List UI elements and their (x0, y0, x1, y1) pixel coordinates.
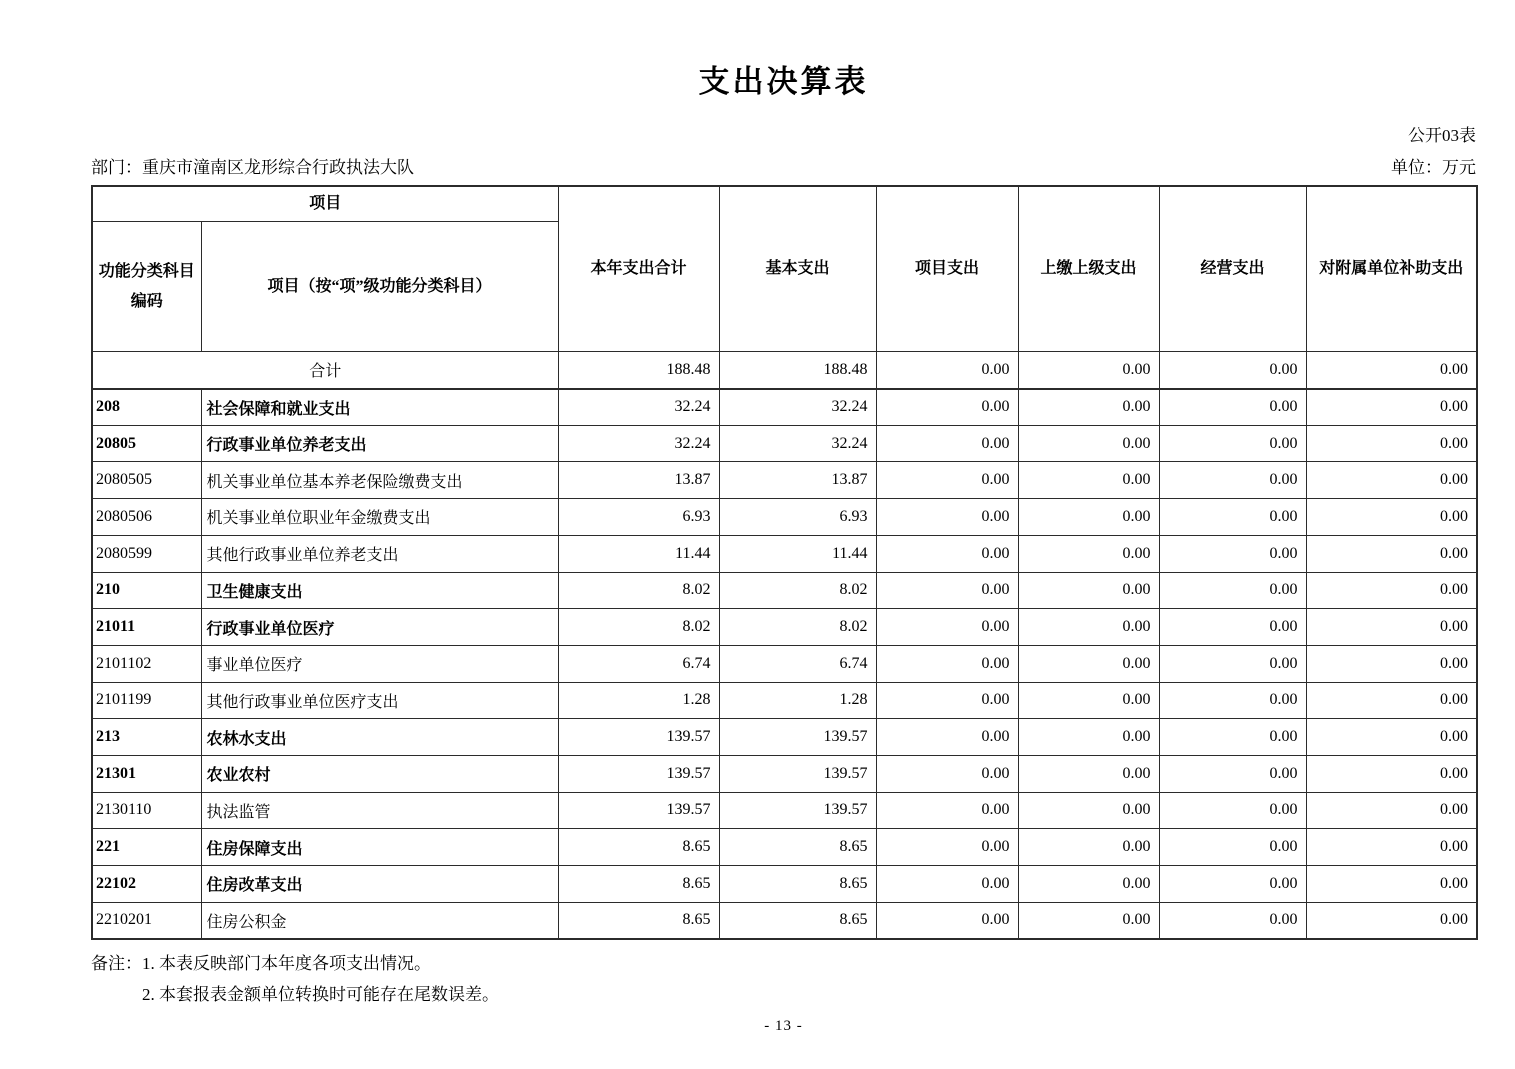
row-value: 0.00 (1018, 462, 1159, 499)
row-value: 8.65 (719, 902, 876, 939)
row-value: 32.24 (719, 389, 876, 426)
row-item: 机关事业单位基本养老保险缴费支出 (201, 462, 558, 499)
row-value: 0.00 (1159, 755, 1306, 792)
row-value: 0.00 (1018, 792, 1159, 829)
header-col-year-total: 本年支出合计 (558, 186, 719, 352)
row-value: 0.00 (1306, 572, 1477, 609)
row-code: 2130110 (92, 792, 201, 829)
row-value: 0.00 (1018, 572, 1159, 609)
row-value: 13.87 (558, 462, 719, 499)
row-value: 0.00 (1018, 499, 1159, 536)
row-value: 8.02 (719, 572, 876, 609)
row-value: 139.57 (719, 755, 876, 792)
row-item: 事业单位医疗 (201, 645, 558, 682)
row-value: 6.93 (719, 499, 876, 536)
table-row (92, 425, 1477, 462)
row-value: 8.65 (719, 829, 876, 866)
table-row (92, 829, 1477, 866)
row-item: 执法监管 (201, 792, 558, 829)
notes-section (91, 948, 1476, 1011)
row-item: 社会保障和就业支出 (201, 389, 558, 426)
total-value: 188.48 (558, 352, 719, 389)
row-value: 0.00 (1306, 755, 1477, 792)
row-value: 0.00 (1018, 535, 1159, 572)
row-value: 0.00 (1159, 792, 1306, 829)
table-row (92, 866, 1477, 903)
row-value: 0.00 (1018, 682, 1159, 719)
row-value: 139.57 (558, 792, 719, 829)
row-value: 139.57 (558, 719, 719, 756)
row-code: 2080505 (92, 462, 201, 499)
row-value: 0.00 (1306, 462, 1477, 499)
row-value: 139.57 (719, 792, 876, 829)
unit-label: 单位：万元 (1391, 158, 1476, 177)
table-row (92, 902, 1477, 939)
row-value: 11.44 (719, 535, 876, 572)
notes-label: 备注： (91, 953, 142, 973)
row-value: 0.00 (1306, 719, 1477, 756)
row-value: 8.02 (558, 609, 719, 646)
header-col-subsidy: 对附属单位补助支出 (1306, 186, 1477, 352)
row-value: 139.57 (558, 755, 719, 792)
row-value: 0.00 (1159, 682, 1306, 719)
row-item: 农业农村 (201, 755, 558, 792)
row-item: 住房改革支出 (201, 866, 558, 903)
row-value: 0.00 (876, 499, 1018, 536)
row-item: 行政事业单位医疗 (201, 609, 558, 646)
department-label: 部门：重庆市潼南区龙形综合行政执法大队 (91, 158, 414, 177)
row-value: 6.93 (558, 499, 719, 536)
row-value: 8.02 (558, 572, 719, 609)
row-value: 0.00 (1018, 902, 1159, 939)
row-value: 1.28 (558, 682, 719, 719)
row-value: 0.00 (1159, 645, 1306, 682)
row-code: 2101102 (92, 645, 201, 682)
row-value: 0.00 (1306, 425, 1477, 462)
table-row (92, 462, 1477, 499)
row-code: 2080506 (92, 499, 201, 536)
row-value: 139.57 (719, 719, 876, 756)
row-code: 221 (92, 829, 201, 866)
row-value: 0.00 (1306, 535, 1477, 572)
row-value: 0.00 (1159, 389, 1306, 426)
row-code: 2210201 (92, 902, 201, 939)
row-value: 0.00 (1159, 829, 1306, 866)
row-code: 2101199 (92, 682, 201, 719)
row-value: 6.74 (719, 645, 876, 682)
row-code: 2080599 (92, 535, 201, 572)
row-value: 0.00 (1306, 792, 1477, 829)
header-col-project-exp: 项目支出 (876, 186, 1018, 352)
header-group-project: 项目 (92, 186, 558, 222)
row-item: 其他行政事业单位养老支出 (201, 535, 558, 572)
row-value: 0.00 (876, 389, 1018, 426)
row-value: 13.87 (719, 462, 876, 499)
row-value: 0.00 (1306, 389, 1477, 426)
row-item: 住房公积金 (201, 902, 558, 939)
table-row (92, 389, 1477, 426)
table-row (92, 572, 1477, 609)
row-value: 11.44 (558, 535, 719, 572)
table-header (92, 186, 1477, 352)
row-value: 8.65 (558, 829, 719, 866)
form-number-label: 公开03表 (1408, 126, 1476, 145)
row-item: 行政事业单位养老支出 (201, 425, 558, 462)
row-value: 0.00 (1159, 866, 1306, 903)
row-code: 22102 (92, 866, 201, 903)
header-col-item: 项目（按“项”级功能分类科目） (201, 222, 558, 352)
row-value: 0.00 (1306, 866, 1477, 903)
row-value: 0.00 (1306, 682, 1477, 719)
row-code: 213 (92, 719, 201, 756)
table-row (92, 682, 1477, 719)
row-code: 21011 (92, 609, 201, 646)
table-row (92, 499, 1477, 536)
row-code: 20805 (92, 425, 201, 462)
table-row (92, 535, 1477, 572)
row-value: 8.65 (558, 902, 719, 939)
row-value: 0.00 (876, 535, 1018, 572)
row-value: 0.00 (1018, 645, 1159, 682)
row-code: 208 (92, 389, 201, 426)
total-value: 188.48 (719, 352, 876, 389)
table-body (92, 352, 1477, 939)
row-item: 机关事业单位职业年金缴费支出 (201, 499, 558, 536)
row-value: 0.00 (1018, 829, 1159, 866)
page-title: 支出决算表 (698, 64, 869, 99)
table-row (92, 645, 1477, 682)
row-value: 6.74 (558, 645, 719, 682)
document-page (91, 0, 1476, 1011)
row-value: 8.65 (719, 866, 876, 903)
notes-lines (142, 948, 499, 1011)
row-value: 0.00 (876, 682, 1018, 719)
row-value: 0.00 (876, 755, 1018, 792)
row-value: 8.65 (558, 866, 719, 903)
row-value: 0.00 (876, 462, 1018, 499)
expenditure-table (91, 185, 1478, 940)
table-row (92, 609, 1477, 646)
row-value: 0.00 (1306, 829, 1477, 866)
header-col-operating: 经营支出 (1159, 186, 1306, 352)
row-value: 0.00 (1018, 719, 1159, 756)
row-value: 32.24 (558, 425, 719, 462)
header-row-group (92, 186, 1477, 222)
row-value: 0.00 (876, 645, 1018, 682)
total-value: 0.00 (1159, 352, 1306, 389)
total-value: 0.00 (1306, 352, 1477, 389)
row-value: 0.00 (876, 719, 1018, 756)
row-value: 0.00 (1159, 535, 1306, 572)
row-item: 住房保障支出 (201, 829, 558, 866)
meta-line (91, 153, 1476, 178)
total-value: 0.00 (1018, 352, 1159, 389)
row-value: 0.00 (1159, 902, 1306, 939)
row-value: 0.00 (1018, 866, 1159, 903)
row-value: 0.00 (1159, 572, 1306, 609)
row-value: 8.02 (719, 609, 876, 646)
row-code: 210 (92, 572, 201, 609)
row-value: 0.00 (876, 609, 1018, 646)
note-line: 1. 本表反映部门本年度各项支出情况。 (142, 953, 431, 973)
header-col-code: 功能分类科目编码 (92, 222, 201, 352)
row-value: 0.00 (1306, 645, 1477, 682)
row-value: 0.00 (1306, 902, 1477, 939)
total-label: 合计 (92, 352, 558, 389)
row-value: 0.00 (876, 425, 1018, 462)
header-col-upper-remit: 上缴上级支出 (1018, 186, 1159, 352)
row-value: 0.00 (1159, 609, 1306, 646)
row-value: 32.24 (719, 425, 876, 462)
row-value: 0.00 (876, 792, 1018, 829)
row-value: 0.00 (1018, 389, 1159, 426)
row-value: 0.00 (876, 829, 1018, 866)
row-value: 32.24 (558, 389, 719, 426)
table-row-total (92, 352, 1477, 389)
row-value: 0.00 (876, 572, 1018, 609)
note-line: 2. 本套报表金额单位转换时可能存在尾数误差。 (142, 985, 499, 1005)
row-value: 0.00 (876, 902, 1018, 939)
row-value: 0.00 (1159, 499, 1306, 536)
row-item: 农林水支出 (201, 719, 558, 756)
row-item: 卫生健康支出 (201, 572, 558, 609)
row-value: 0.00 (1306, 609, 1477, 646)
row-value: 0.00 (1306, 499, 1477, 536)
row-item: 其他行政事业单位医疗支出 (201, 682, 558, 719)
table-row (92, 755, 1477, 792)
row-value: 0.00 (1159, 425, 1306, 462)
row-value: 0.00 (1159, 719, 1306, 756)
row-code: 21301 (92, 755, 201, 792)
total-value: 0.00 (876, 352, 1018, 389)
row-value: 1.28 (719, 682, 876, 719)
table-row (92, 719, 1477, 756)
row-value: 0.00 (1159, 462, 1306, 499)
page-number: - 13 - (764, 1018, 803, 1034)
row-value: 0.00 (876, 866, 1018, 903)
header-col-basic: 基本支出 (719, 186, 876, 352)
row-value: 0.00 (1018, 609, 1159, 646)
table-row (92, 792, 1477, 829)
row-value: 0.00 (1018, 425, 1159, 462)
row-value: 0.00 (1018, 755, 1159, 792)
